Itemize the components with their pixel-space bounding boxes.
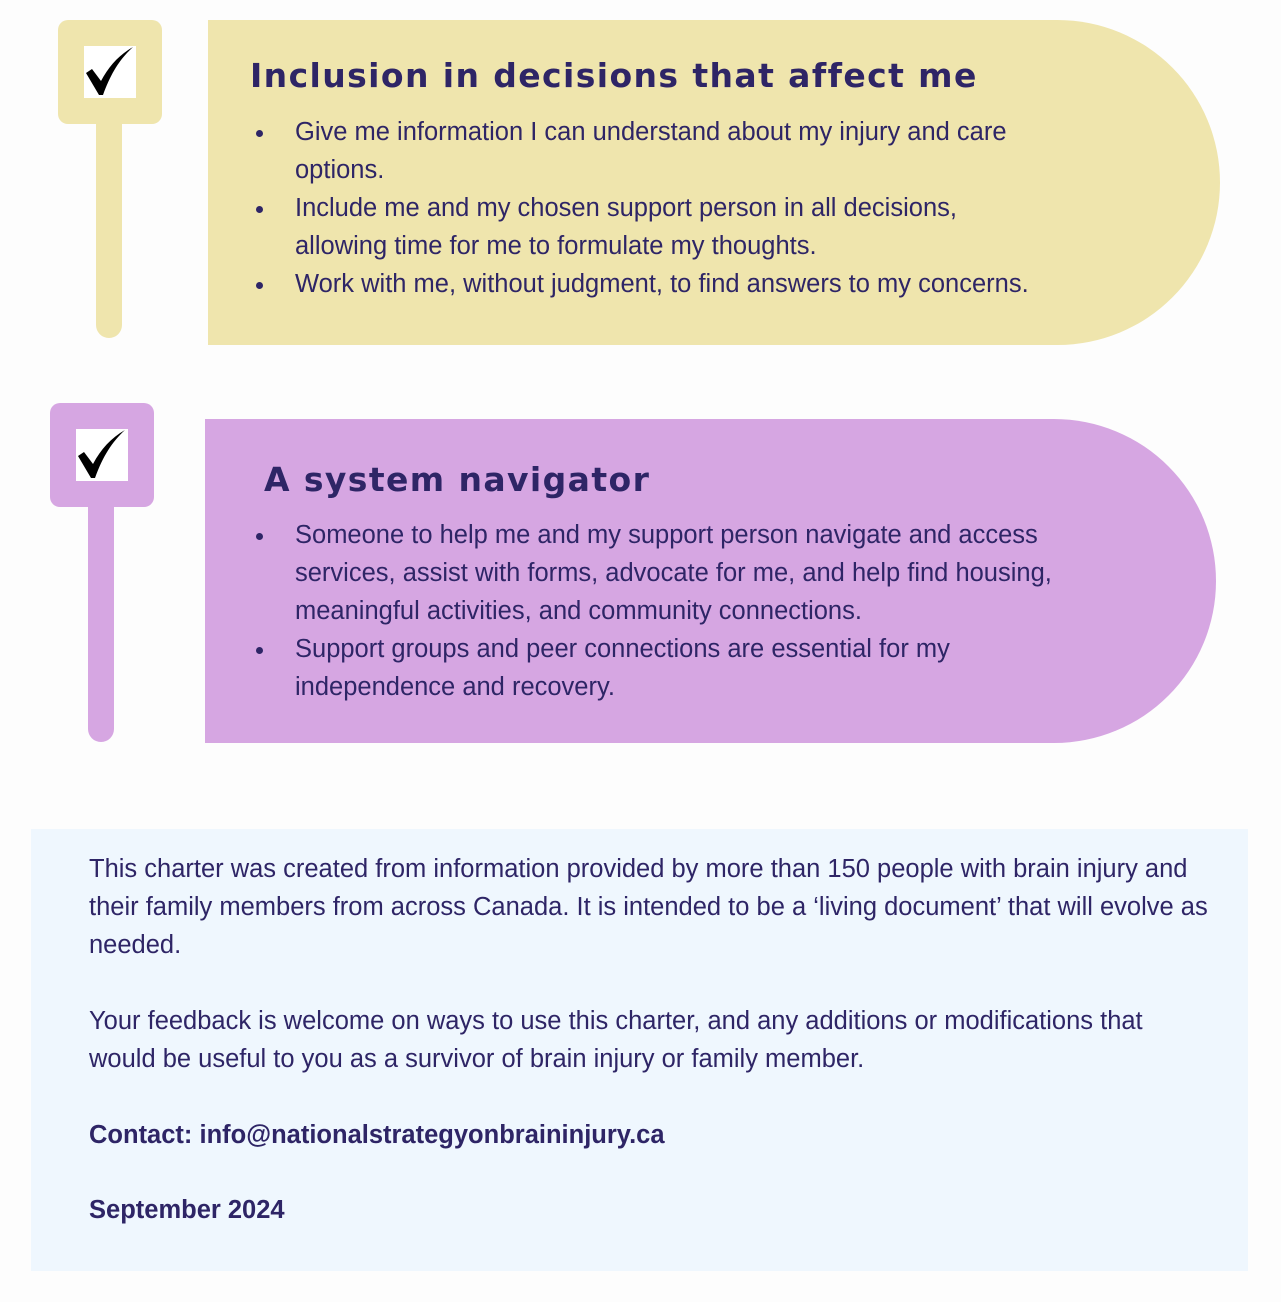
- info-box: [31, 829, 1248, 1271]
- flag-box: [50, 403, 154, 507]
- flag-pole: [88, 494, 114, 742]
- info-paragraph: This charter was created from information provided by more than 150 people with brain injury and their family members from across Canada. It is intended to be a ‘living document’ that will evolve as needed.: [89, 855, 1208, 959]
- card-list: [251, 516, 1091, 706]
- date-line: September 2024: [89, 1196, 285, 1224]
- list-item: Give me information I can understand about my injury and care options.: [251, 113, 1051, 189]
- list-item: Someone to help me and my support person navigate and access services, assist with forms, advocate for me, and help find housing, meaningful activities, and community connections.: [251, 516, 1091, 630]
- card-list: [251, 113, 1051, 303]
- contact-line: Contact: info@nationalstrategyonbraininjury.ca: [89, 1121, 665, 1149]
- list-item: Include me and my chosen support person in all decisions, allowing time for me to formulate my thoughts.: [251, 189, 1051, 265]
- card-title: A system navigator: [264, 460, 651, 499]
- flag-box: [58, 20, 162, 124]
- flag-pole: [96, 110, 122, 338]
- list-item: Support groups and peer connections are essential for my independence and recovery.: [251, 630, 1091, 706]
- info-paragraph: Your feedback is welcome on ways to use this charter, and any additions or modifications that would be useful to you as a survivor of brain injury or family member.: [89, 1007, 1143, 1073]
- card-title: Inclusion in decisions that affect me: [250, 56, 978, 95]
- checkmark-icon: [76, 429, 128, 481]
- list-item: Work with me, without judgment, to find answers to my concerns.: [251, 265, 1051, 303]
- checkmark-icon: [84, 46, 136, 98]
